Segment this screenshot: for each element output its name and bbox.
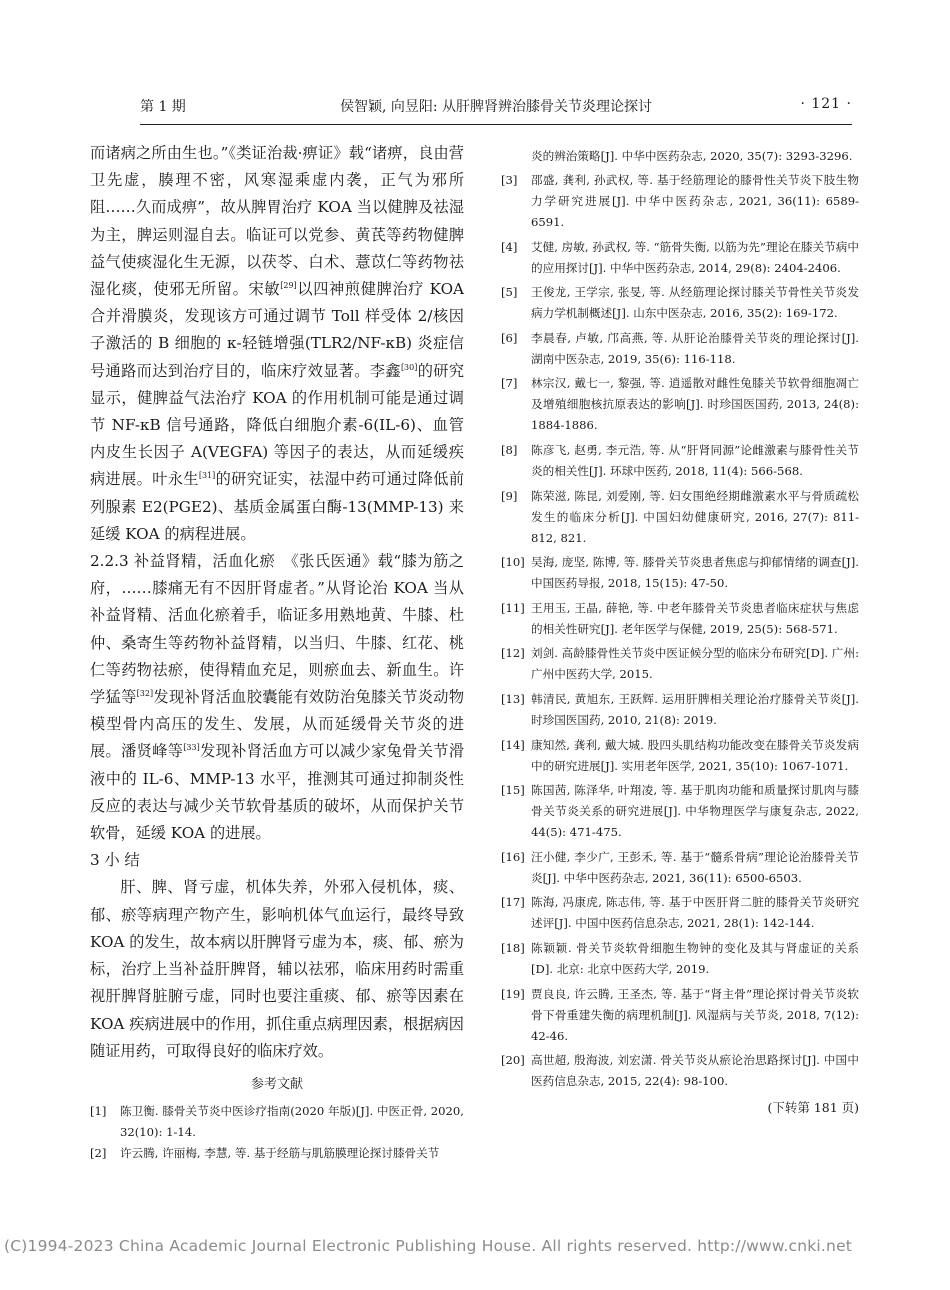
section-2-2-3 (90, 548, 464, 847)
citation: [33] (183, 743, 200, 753)
reference-text: 汪小健, 李少广, 王彭禾, 等. 基于“髓系骨病”理论论治膝骨关节炎[J]. 中华中医药杂志, 2021, 36(11): 6500-6503. (531, 849, 859, 885)
reference-text: 邵盛, 龚利, 孙武权, 等. 基于经筋理论的膝骨性关节炎下肢生物力学研究进展[J]. 中华中医药杂志, 2021, 36(11): 6589-6591. (531, 173, 859, 229)
reference-text: 韩清民, 黄旭东, 王跃辉. 运用肝脾相关理论治疗膝骨关节炎[J]. 时珍国医国药, 2010, 21(8): 2019. (531, 691, 859, 727)
reference-text: 陈彦飞, 赵勇, 李元浩, 等. 从“肝肾同源”论雌激素与膝骨性关节炎的相关性[J]. 环球中医药, 2018, 11(4): 566-568. (531, 442, 859, 478)
reference-number: [9] (501, 488, 518, 503)
text: 发现补肾活血方可以减少家兔骨关节滑液中的 IL-6、MMP-13 水平，推测其可通过抑制炎性反应的表达与减少关节软骨基质的破坏，从而保护关节软骨，延缓 KOA 的进展。 (90, 742, 464, 843)
reference-text: 刘剑. 高龄膝骨性关节炎中医证候分型的临床分布研究[D]. 广州: 广州中医药大学, 2015. (531, 646, 859, 682)
reference-number: [3] (501, 173, 518, 187)
reference-item (501, 486, 859, 549)
right-column (501, 146, 859, 1120)
reference-text: 康知然, 龚利, 戴大城. 股四头肌结构功能改变在膝骨关节炎发病中的研究进展[J]. 实用老年医学, 2021, 35(10): 1067-1071. (531, 737, 859, 773)
reference-number: [2] (90, 1145, 107, 1160)
text: 而诸病之所由生也。”《类证治裁·痹证》载“诸痹，良由营卫先虚，腠理不密，风寒湿乘虚内袭，正气为邪所阻……久而成痹”，故从脾胃治疗 KOA 当以健脾及祛湿为主，脾运则湿自去。临证可以党参、黄芪等药物健脾益气使痰湿化生无源，以茯苓、白术、薏苡仁等药物祛湿化痰，使邪无所留。宋敏 (90, 144, 464, 299)
reference-number: [1] (90, 1103, 107, 1118)
reference-number: [11] (501, 600, 525, 615)
reference-item (90, 1101, 464, 1143)
reference-text: 高世超, 殷海波, 刘宏潇. 骨关节炎从瘀论治思路探讨[J]. 中国中医药信息杂志, 2015, 22(4): 98-100. (531, 1053, 859, 1089)
left-column (90, 140, 464, 1164)
reference-number: [12] (501, 646, 525, 661)
reference-item (501, 598, 859, 640)
reference-item (501, 1050, 859, 1092)
text: 以四神煎健脾治疗 KOA 合并滑膜炎，发现该方可通过调节 Toll 样受体 2/核因子激活的 B 细胞的 κ-轻链增强(TLR2/NF-κB) 炎症信号通路而达到治疗目的，临床疗效显著。李鑫 (90, 280, 465, 380)
reference-number: [18] (501, 940, 525, 955)
reference-item (501, 892, 859, 934)
reference-continuation: 炎的辨治策略[J]. 中华中医药杂志, 2020, 35(7): 3293-3296. (531, 149, 853, 163)
reference-number: [16] (501, 849, 525, 864)
reference-text: 艾健, 房敏, 孙武权, 等. “筋骨失衡, 以筋为先”理论在膝关节病中的应用探讨[J]. 中华中医药杂志, 2014, 29(8): 2404-2406. (531, 239, 859, 275)
reference-item (501, 643, 859, 685)
reference-number: [20] (501, 1053, 525, 1068)
reference-text: 陈颖颖. 骨关节炎软骨细胞生物钟的变化及其与肾虚证的关系[D]. 北京: 北京中医药大学, 2019. (531, 940, 859, 976)
running-header (140, 96, 852, 120)
issue-number: 第 1 期 (140, 99, 186, 115)
text: 《张氏医通》载“膝为筋之府，……膝痛无有不因肝肾虚者。”从肾论治 KOA 当从补益肾精、活血化瘀着手，临证多用熟地黄、牛膝、杜仲、桑寄生等药物补益肾精，以当归、牛膝、红花、桃仁等药物祛瘀，使得精血充足，则瘀血去、新血生。许学猛等 (90, 552, 464, 707)
reference-number: [15] (501, 783, 525, 798)
text: 的研究显示，健脾益气法治疗 KOA 的作用机制可能是通过调节 NF-κB 信号通路，降低白细胞介素-6(IL-6)、血管内皮生长因子 A(VEGFA) 等因子的表达，从而延缓疾病进展。叶永生 (90, 361, 464, 489)
reference-item (501, 938, 859, 980)
citation: [29] (280, 280, 297, 290)
reference-number: [6] (501, 330, 518, 345)
reference-item (501, 780, 859, 843)
reference-text: 陈荣滋, 陈昆, 刘爱刚, 等. 妇女围绝经期雌激素水平与骨质疏松发生的临床分析[J]. 中国妇幼健康研究, 2016, 27(7): 811-812, 821. (531, 488, 859, 545)
reference-item (501, 237, 859, 279)
reference-text: 吴海, 庞坚, 陈博, 等. 膝骨关节炎患者焦虑与抑郁情绪的调查[J]. 中国医药导报, 2018, 15(15): 47-50. (531, 555, 859, 591)
reference-item (501, 735, 859, 777)
reference-text: 贾良良, 许云腾, 王圣杰, 等. 基于“肾主骨”理论探讨骨关节炎软骨下骨重建失衡的病理机制[J]. 风湿病与关节炎, 2018, 7(12): 42-46. (531, 986, 859, 1043)
reference-item (501, 552, 859, 594)
header-rule (140, 124, 852, 125)
reference-item (501, 373, 859, 436)
running-title: 侯智颖, 向昱阳: 从肝脾肾辨治膝骨关节炎理论探讨 (339, 99, 653, 115)
summary-paragraph: 肝、脾、肾亏虚，机体失养，外邪入侵机体，痰、郁、瘀等病理产物产生，影响机体气血运行，最终导致 KOA 的发生，故本病以肝脾肾亏虚为本，痰、郁、瘀为标，治疗上当补益肝脾肾，辅以祛邪，临床用药时需重视肝脾肾脏腑亏虚，同时也要注重痰、郁、瘀等因素在 KOA 疾病进展中的作用，抓住重点病理因素，根据病因随证用药，可取得良好的临床疗效。 (90, 878, 464, 1060)
reference-number: [14] (501, 737, 525, 752)
reference-number: [4] (501, 239, 518, 254)
section-heading: 2.2.3 补益肾精，活血化瘀 (90, 552, 276, 571)
reference-text: 王俊龙, 王学宗, 张旻, 等. 从经筋理论探讨膝关节骨性关节炎发病力学机制概述[J]. 山东中医杂志, 2016, 35(2): 169-172. (531, 285, 859, 321)
section-3-heading: 3 小 结 (90, 851, 140, 870)
text: 的研究证实，祛湿中药可通过降低前列腺素 E2(PGE2)、基质金属蛋白酶-13(MMP-13) 来延缓 KOA 的病程进展。 (90, 470, 464, 543)
citation: [32] (136, 689, 154, 698)
reference-item (501, 328, 859, 370)
reference-text: 王用玉, 王晶, 薛艳, 等. 中老年膝骨关节炎患者临床症状与焦虑的相关性研究[J]. 老年医学与保健, 2019, 25(5): 568-571. (531, 600, 859, 636)
reference-text: 陈海, 冯康虎, 陈志伟, 等. 基于中医肝肾二脏的膝骨关节炎研究述评[J]. 中国中医药信息杂志, 2021, 28(1): 142-144. (531, 895, 859, 931)
reference-text: 陈卫衡. 膝骨关节炎中医诊疗指南(2020 年版)[J]. 中医正骨, 2020, 32(10): 1-14. (120, 1103, 464, 1139)
references-title: 参考文献 (250, 1076, 303, 1092)
reference-item (501, 689, 859, 731)
reference-number: [19] (501, 986, 525, 1001)
reference-item (501, 440, 859, 482)
reference-number: [13] (501, 691, 525, 706)
copyright-footer: (C)1994-2023 China Academic Journal Electronic Publishing House. All rights reserved. http://www.cnki.net (4, 1237, 853, 1255)
paragraph (90, 140, 464, 548)
text: 发现补肾活血胶囊能有效防治兔膝关节炎动物模型骨内高压的发生、发展，从而延缓骨关节炎的进展。潘贤峰等 (90, 688, 464, 761)
citation: [31] (198, 471, 216, 481)
continued-on-note: (下转第 181 页) (767, 1099, 859, 1115)
page-number: · 121 · (800, 96, 852, 112)
reference-item (501, 170, 859, 233)
reference-number: [5] (501, 285, 518, 300)
reference-item (501, 984, 859, 1047)
reference-item (501, 282, 859, 324)
reference-item (90, 1143, 464, 1164)
reference-text: 李晨春, 卢敏, 邝高燕, 等. 从肝论治膝骨关节炎的理论探讨[J]. 湖南中医杂志, 2019, 35(6): 116-118. (531, 330, 859, 366)
reference-text: 陈国茜, 陈泽华, 叶翔凌, 等. 基于肌肉功能和质量探讨肌肉与膝骨关节炎关系的研究进展[J]. 中华物理医学与康复杂志, 2022, 44(5): 471-475. (531, 783, 859, 840)
reference-text: 林宗汉, 戴七一, 黎强, 等. 逍遥散对雌性兔膝关节软骨细胞凋亡及增殖细胞核抗原表达的影响[J]. 时珍国医国药, 2013, 24(8): 1884-1886. (531, 376, 859, 433)
reference-number: [7] (501, 376, 518, 391)
reference-number: [17] (501, 895, 525, 910)
reference-text: 许云腾, 许丽梅, 李慧, 等. 基于经筋与肌筋膜理论探讨膝骨关节 (120, 1145, 440, 1160)
reference-item (501, 847, 859, 889)
citation: [30] (400, 362, 418, 372)
reference-number: [10] (501, 555, 525, 570)
reference-number: [8] (501, 442, 518, 457)
